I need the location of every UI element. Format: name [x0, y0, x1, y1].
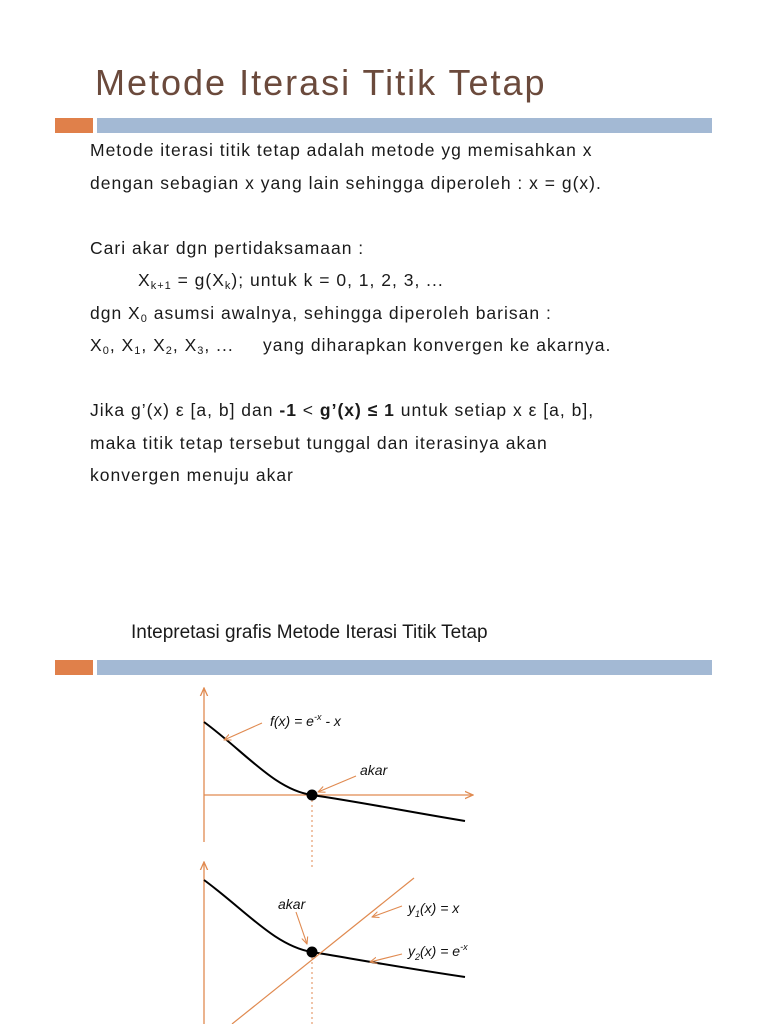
- bottom-root-label-pointer: [296, 912, 307, 944]
- bottom-y1-line: [232, 878, 414, 1024]
- bottom-root-label: akar: [278, 896, 306, 912]
- bottom-root-point: [307, 947, 318, 958]
- formula-rest: ); untuk k = 0, 1, 2, 3, ...: [231, 270, 444, 290]
- top-root-label-pointer: [318, 776, 356, 792]
- y2-label-sup: -x: [460, 942, 468, 952]
- root-search-heading: Cari akar dgn pertidaksamaan :: [90, 237, 365, 258]
- condition-line-2: maka titik tetap tersebut tunggal dan iterasinya akan: [90, 432, 548, 453]
- f-label-tail: - x: [321, 713, 341, 729]
- initial-post: asumsi awalnya, sehingga diperoleh barisan :: [147, 302, 552, 323]
- y1-label-main: y: [408, 900, 415, 916]
- y2-label-main: y: [408, 943, 415, 959]
- top-f-label-pointer: [224, 723, 262, 740]
- top-f-label: [270, 712, 342, 729]
- y2-label-sub: 2: [415, 952, 421, 962]
- graph-section-title: Intepretasi grafis Metode Iterasi Titik Tetap: [131, 622, 488, 643]
- condition-bold-2: g’(x) ≤ 1: [319, 400, 395, 420]
- bottom-y2-curve: [204, 880, 465, 977]
- initial-pre: dgn X: [90, 302, 141, 323]
- condition-bold-1: -1: [279, 400, 297, 420]
- seq-x2: , X: [141, 335, 166, 355]
- seq-s2: 2: [165, 345, 173, 357]
- seq-s3: 3: [197, 345, 205, 357]
- y1-label-tail: (x) = x: [420, 900, 460, 916]
- y2-label-tail: (x) = e: [420, 943, 461, 959]
- top-graph: [204, 688, 473, 868]
- formula-x: X: [138, 270, 151, 290]
- top-f-curve: [204, 722, 465, 821]
- condition-line-3: konvergen menuju akar: [90, 465, 294, 485]
- f-label-sup: -x: [313, 712, 322, 722]
- top-root-label: akar: [360, 762, 388, 778]
- condition-pre: Jika g’(x) ε [a, b] dan: [90, 400, 280, 420]
- initial-sub: 0: [140, 312, 148, 325]
- condition-post: untuk setiap x ε [a, b],: [394, 400, 595, 420]
- seq-x0: X: [90, 335, 103, 355]
- formula-sub-next: k+1: [150, 280, 172, 292]
- formula-eq: = g(X: [171, 270, 225, 290]
- formula-sub-k: k: [224, 280, 232, 292]
- seq-s1: 1: [134, 345, 142, 357]
- top-root-point: [307, 790, 318, 801]
- seq-s0: 0: [102, 345, 110, 357]
- y1-label-sub: 1: [415, 909, 421, 919]
- bottom-y1-label: [407, 900, 460, 919]
- slide-title: Metode Iterasi Titik Tetap: [95, 62, 547, 103]
- intro-line-1: Metode iterasi titik tetap adalah metode yg memisahkan x: [90, 140, 593, 160]
- bottom-y2-label: [407, 942, 468, 962]
- seq-x1: , X: [109, 335, 135, 355]
- bottom-graph: [204, 862, 468, 1024]
- bottom-y2-label-pointer: [370, 954, 402, 962]
- seq-x3: , X: [172, 335, 198, 355]
- seq-tail: , ... yang diharapkan konvergen ke akarnya.: [204, 335, 612, 355]
- condition-mid: <: [296, 400, 320, 420]
- f-label-main: f(x) = e: [270, 713, 314, 729]
- intro-line-2: dengan sebagian x yang lain sehingga diperoleh : x = g(x).: [90, 172, 602, 193]
